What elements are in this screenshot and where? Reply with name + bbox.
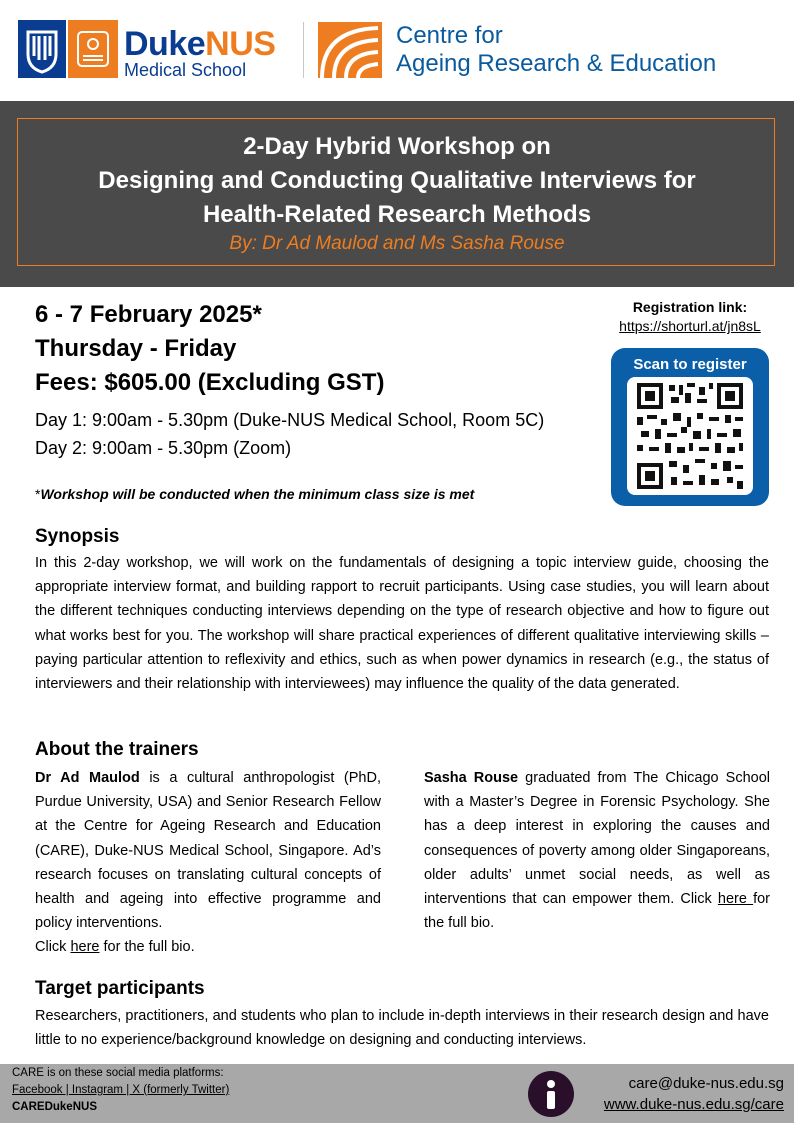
brand-duke-text: Duke (124, 25, 206, 63)
brand-subtitle: Medical School (124, 60, 247, 80)
note-text: Workshop will be conducted when the minimum class size is met (40, 486, 475, 502)
registration-label: Registration link: (632, 299, 748, 315)
synopsis-text: In this 2-day workshop, we will work on the fundamentals of designing a topic interview guide, choosing the appropriate interview format, and building rapport to recruit participants. Using case studies, you will learn about the different techniques conducting interviews depending on the type of research objective and how to figure out what works best for you. The workshop will share practical experiences of different qualitative interviewing skills – paying particular attention to reflexivity and ethics, such as when power dynamics in research (e.g., the status of interviewers and their relationship with interviewees) may influence the quality of the data generated. (35, 555, 769, 693)
social-intro: CARE is on these social media platforms: (12, 1067, 224, 1079)
qr-title: Scan to register (633, 356, 747, 373)
brand-nus-text: NUS (205, 25, 276, 63)
care-name-line1: Centre for (396, 22, 503, 49)
event-dates: 6 - 7 February 2025* (35, 301, 262, 328)
minimum-class-note (35, 486, 474, 502)
target-text: Researchers, practitioners, and students who plan to include in-depth interviews in their research design and have little to no experience/background knowledge on designing and conducting interviews. (35, 1008, 769, 1049)
event-headline (35, 298, 384, 400)
care-name (396, 22, 716, 78)
trainer-sasha-tail: for the full bio. (424, 891, 770, 932)
event-fees: Fees: $605.00 (Excluding GST) (35, 369, 385, 396)
trainer-ad-bio (35, 766, 381, 960)
byline: By: Dr Ad Maulod and Ms Sasha Rouse (229, 233, 565, 254)
trainer-ad-tail: for the full bio. (99, 939, 195, 956)
info-icon (528, 1071, 574, 1117)
trainer-sasha-bio-link[interactable]: here (717, 891, 754, 908)
trainer-sasha-name: Sasha Rouse (424, 770, 519, 786)
day2-schedule: Day 2: 9:00am - 5.30pm (Zoom) (35, 438, 292, 458)
target-heading: Target participants (35, 978, 205, 999)
social-links[interactable]: Facebook | Instagram | X (formerly Twitter) (12, 1084, 230, 1096)
title-line-3: Health-Related Research Methods (202, 201, 592, 228)
trainer-ad-name: Dr Ad Maulod (35, 770, 140, 786)
trainer-ad-click: Click (35, 939, 71, 956)
note-asterisk: * (35, 486, 41, 502)
synopsis-heading: Synopsis (35, 526, 120, 547)
registration-link[interactable]: https://shorturl.at/jn8sL (619, 318, 761, 334)
website-link[interactable]: www.duke-nus.edu.sg/care (603, 1096, 784, 1113)
title-line-1: 2-Day Hybrid Workshop on (243, 133, 551, 160)
trainer-sasha-bio (424, 766, 770, 935)
trainer-sasha-text: graduated from The Chicago School with a Master’s Degree in Forensic Psychology. She has a deep interest in exploring the causes and consequences of poverty among older Singaporeans, older adults’ unmet social needs, as well as interventions that can empower them. Click (424, 770, 770, 908)
trainers-heading: About the trainers (35, 739, 199, 760)
duke-nus-wordmark (124, 26, 275, 62)
nus-crest-logo (68, 20, 118, 78)
duke-shield-logo (18, 20, 66, 78)
trainer-ad-text: is a cultural anthropologist (PhD, Purdue University, USA) and Senior Research Fellow at the Centre for Ageing Research and Education (CARE), Duke-NUS Medical School, Singapore. Ad’s research focuses on translating cultural concepts of health and ageing into effective programme and policy interventions. (35, 770, 381, 932)
workshop-title (0, 130, 794, 232)
event-weekdays: Thursday - Friday (35, 335, 237, 362)
title-line-2: Designing and Conducting Qualitative Interviews for (98, 167, 696, 194)
schedule (35, 406, 544, 462)
care-name-line2: Ageing Research & Education (396, 50, 717, 77)
contact-email[interactable]: care@duke-nus.edu.sg (628, 1075, 784, 1092)
day1-schedule: Day 1: 9:00am - 5.30pm (Duke-NUS Medical School, Room 5C) (35, 410, 545, 430)
trainer-ad-bio-link[interactable]: here (70, 939, 100, 956)
header-divider (303, 22, 304, 78)
social-handle: CAREDukeNUS (12, 1101, 97, 1113)
care-arc-logo (318, 22, 382, 78)
qr-code-icon[interactable] (627, 377, 753, 495)
